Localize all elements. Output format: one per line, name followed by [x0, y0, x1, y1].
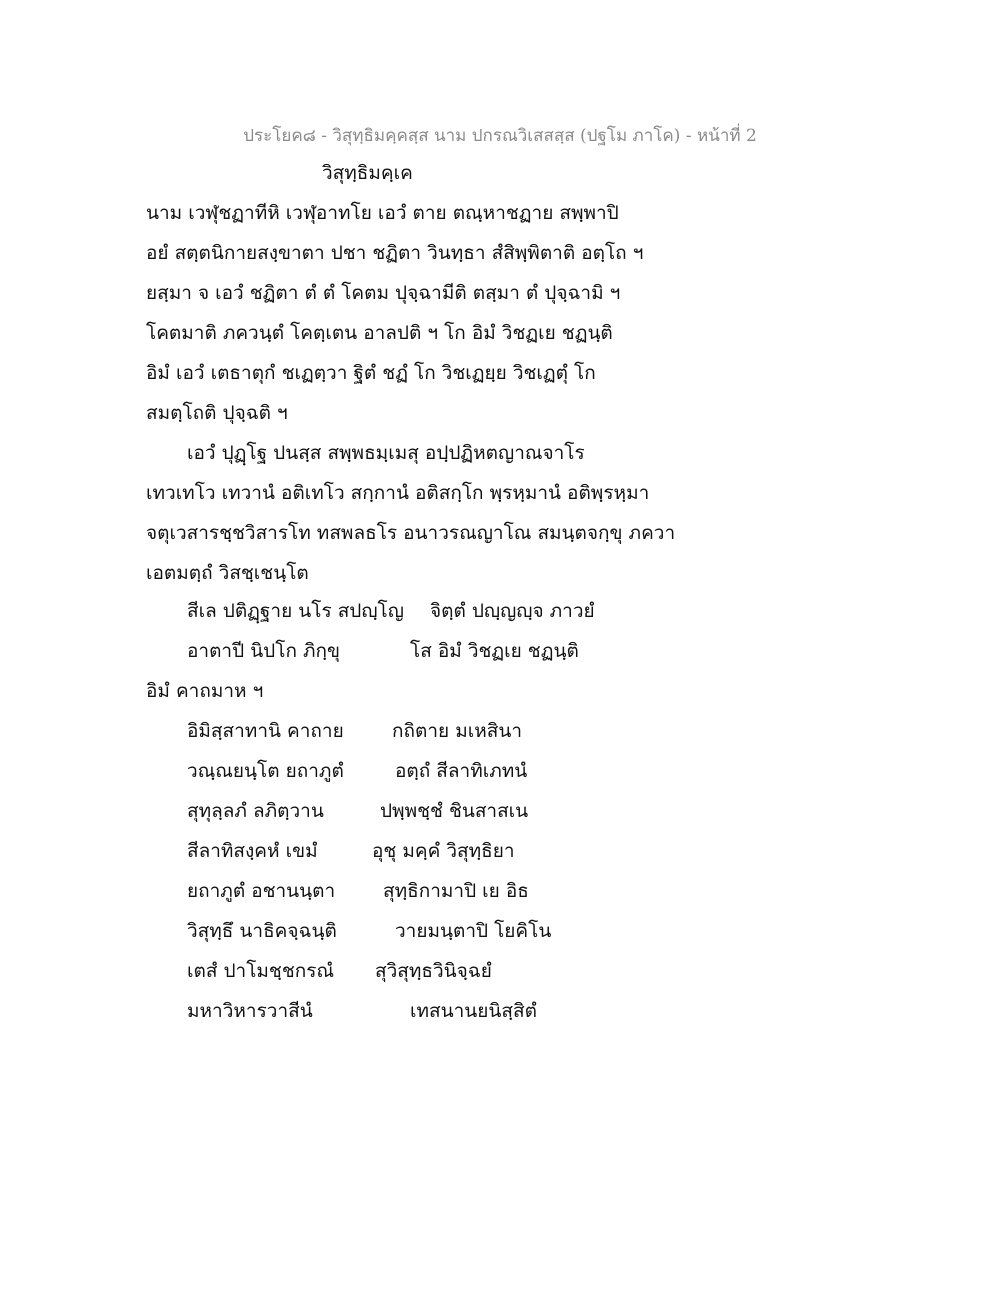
- verse-line-left: อิมิสฺสาทานิ คาถาย: [187, 720, 344, 742]
- verse-line-right: เทสนานยนิสฺสิตํ: [410, 1000, 537, 1022]
- verse-line-left: อาตาปี นิปโก ภิกฺขุ: [187, 640, 341, 662]
- verse-line-right: โส อิมํ วิชฏเย ชฏนฺติ: [410, 640, 579, 662]
- verse-line-right: ปพฺพชฺชํ ชินสาสเน: [380, 800, 529, 822]
- page-header: ประโยค๘ - วิสุทฺธิมคฺคสฺส นาม ปกรณวิเสสสฺส (ปฐโม ภาโค) - หน้าที่ 2: [243, 126, 757, 146]
- text-line: เอวํ ปุฏฺโฐ ปนสฺส สพฺพธมฺเมสุ อปฺปฏิหตญาณจาโร: [187, 442, 585, 464]
- text-line: อยํ สตฺตนิกายสงฺขาตา ปชา ชฏิตา วินทฺธา สํสิพฺพิตาติ อตฺโถ ฯ: [146, 242, 644, 264]
- verse-line-left: สีลาทิสงฺคหํ เขมํ: [187, 840, 318, 862]
- text-line: ยสฺมา จ เอวํ ชฏิตา ตํ ตํ โคตม ปุจฺฉามีติ ตสฺมา ตํ ปุจฺฉามิ ฯ: [146, 282, 621, 304]
- verse-line-left: สุทุลฺลภํ ลภิตฺวาน: [187, 800, 324, 822]
- text-line: อิมํ เอวํ เตธาตุกํ ชเฏตฺวา ฐิตํ ชฏํ โก วิชเฏยฺย วิชเฏตุํ โก: [146, 362, 596, 384]
- verse-line-right: อุชุ มคฺคํ วิสุทฺธิยา: [372, 840, 515, 862]
- verse-line-right: กถิตาย มเหสินา: [392, 720, 522, 742]
- verse-line-right: สุวิสุทฺธวินิจฺฉยํ: [375, 960, 492, 982]
- verse-line-left: ยถาภูตํ อชานนฺตา: [187, 880, 336, 902]
- verse-line-left: วณฺณยนฺโต ยถาภูตํ: [187, 760, 344, 782]
- text-line: จตุเวสารชฺชวิสารโท ทสพลธโร อนาวรณญาโณ สมนฺตจกฺขุ ภควา: [146, 522, 676, 544]
- verse-line-right: สุทฺธิกามาปิ เย อิธ: [383, 880, 529, 902]
- text-line: เทวเทโว เทวานํ อติเทโว สกฺกานํ อติสกฺโก พฺรหฺมานํ อติพฺรหฺมา: [146, 482, 650, 504]
- verse-line-right: วายมนฺตาปิ โยคิโน: [395, 920, 552, 942]
- section-title: วิสุทฺธิมคฺเค: [322, 162, 413, 184]
- intro-line: อิมํ คาถมาห ฯ: [146, 680, 264, 702]
- verse-line-left: มหาวิหารวาสีนํ: [187, 1000, 313, 1022]
- verse-line-right: จิตฺตํ ปญฺญญฺจ ภาวยํ: [430, 600, 595, 622]
- verse-line-left: เตสํ ปาโมชฺชกรณํ: [187, 960, 335, 982]
- text-line: สมตฺโถติ ปุจฺฉติ ฯ: [146, 402, 288, 424]
- text-line: โคตมาติ ภควนฺตํ โคตฺเตน อาลปติ ฯ โก อิมํ วิชฏเย ชฏนฺติ: [146, 322, 613, 344]
- text-line: นาม เวฬุชฏาทีหิ เวฬุอาทโย เอวํ ตาย ตณฺหาชฏาย สพฺพาปิ: [146, 202, 619, 224]
- text-line: เอตมตฺถํ วิสชฺเชนฺโต: [146, 562, 309, 584]
- verse-line-left: สีเล ปติฏฺฐาย นโร สปญฺโญ: [187, 600, 404, 622]
- verse-line-right: อตฺถํ สีลาทิเภทนํ: [395, 760, 528, 782]
- verse-line-left: วิสุทฺธึ นาธิคจฺฉนฺติ: [187, 920, 337, 942]
